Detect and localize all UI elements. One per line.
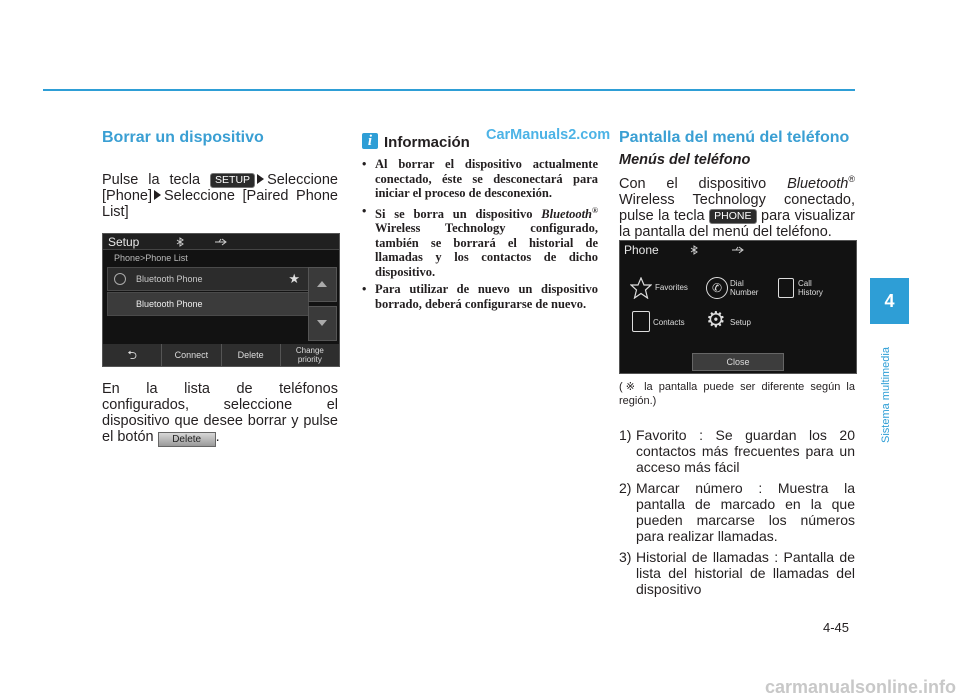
gear-icon: ⚙ bbox=[706, 307, 726, 332]
scroll-up-button[interactable] bbox=[308, 267, 337, 302]
page-number: 4-45 bbox=[823, 620, 850, 635]
list-item: 2) Marcar número : Muestra la pantalla de marcado en la que pueden marcarse los números para realizar llamadas. bbox=[619, 480, 855, 544]
breadcrumb: Phone>Phone List bbox=[114, 253, 188, 263]
subheading: Menús del teléfono bbox=[619, 152, 751, 168]
phone-key: PHONE bbox=[709, 209, 756, 224]
triangle-up-icon bbox=[317, 281, 327, 287]
call-history-icon bbox=[778, 278, 794, 298]
info-bullets bbox=[362, 157, 598, 314]
phone-menu-instructions: Con el dispositivo Bluetooth® Wireless Technology conectado, pulse la tecla PHONE para visualizar la pantalla del menú del teléfono. bbox=[619, 174, 856, 240]
screen-title: Setup bbox=[108, 235, 140, 249]
phone-menu-screen: Phone Favorites ✆ Dial Number Call History Contacts ⚙ Setup Close bbox=[619, 240, 857, 374]
info-title: Información bbox=[384, 134, 470, 151]
play-icon bbox=[114, 273, 126, 285]
list-item[interactable]: Bluetooth Phone bbox=[107, 292, 309, 316]
setup-key: SETUP bbox=[210, 173, 255, 188]
region-note: (※ la pantalla puede ser diferente según la región.) bbox=[619, 381, 855, 407]
screen-title: Phone bbox=[624, 243, 659, 257]
info-icon: i bbox=[362, 133, 378, 149]
section-heading-delete: Borrar un dispositivo bbox=[102, 129, 264, 146]
chapter-label: Sistema multimedia bbox=[880, 347, 892, 443]
list-item: • Al borrar el dispositivo actualmente conectado, éste se desconectará para iniciar el proceso de desconexión. bbox=[362, 157, 598, 201]
contacts-icon bbox=[632, 311, 650, 332]
star-outline-icon bbox=[630, 277, 652, 299]
delete-instructions: Pulse la tecla SETUP Seleccione [Phone] Seleccione [Paired Phone List] bbox=[102, 172, 338, 220]
phone-handset-icon: ✆ bbox=[706, 277, 728, 299]
back-button[interactable] bbox=[103, 344, 162, 366]
phone-menu-steps bbox=[619, 427, 855, 602]
select-device-instructions: En la lista de teléfonos configurados, seleccione el dispositivo que desee borrar y pulse el botón Delete . bbox=[102, 381, 338, 445]
footer-watermark: carmanualsonline.info bbox=[764, 677, 956, 697]
delete-button[interactable]: Delete bbox=[222, 344, 281, 366]
delete-key: Delete bbox=[158, 432, 216, 447]
connect-button[interactable]: Connect bbox=[162, 344, 221, 366]
list-item: 1) Favorito : Se guardan los 20 contactos más frecuentes para un acceso más fácil bbox=[619, 427, 855, 475]
triangle-down-icon bbox=[317, 320, 327, 326]
change-priority-button[interactable]: Change priority bbox=[295, 346, 324, 364]
chapter-tab: 4 bbox=[870, 278, 909, 324]
setup-phone-list-screen bbox=[102, 233, 340, 367]
watermark: CarManuals2.com bbox=[486, 127, 611, 143]
top-rule bbox=[43, 89, 855, 91]
scroll-down-button[interactable] bbox=[308, 306, 337, 341]
bluetooth-icon bbox=[176, 237, 184, 247]
list-item: • Para utilizar de nuevo un dispositivo borrado, deberá configurarse de nuevo. bbox=[362, 282, 598, 311]
star-icon: ★ bbox=[288, 271, 300, 286]
close-button[interactable]: Close bbox=[692, 353, 784, 371]
arrow-right-icon bbox=[257, 174, 264, 184]
back-arrow-icon: ⮌ bbox=[127, 348, 137, 362]
list-item: 3) Historial de llamadas : Pantalla de lista del historial de llamadas del dispositivo bbox=[619, 549, 855, 597]
arrow-right-icon bbox=[154, 190, 161, 200]
section-heading-phone-menu: Pantalla del menú del teléfono bbox=[619, 129, 850, 146]
list-item: • Si se borra un dispositivo Bluetooth® Wireless Technology configurado, también se borrará el historial de llamadas y los contactos de dicho dispositivo. bbox=[362, 204, 598, 280]
button-bar bbox=[103, 344, 339, 366]
usb-icon bbox=[732, 246, 744, 254]
usb-icon bbox=[215, 238, 227, 246]
list-item[interactable]: Bluetooth Phone ★ bbox=[107, 267, 309, 291]
bluetooth-icon bbox=[690, 245, 698, 255]
